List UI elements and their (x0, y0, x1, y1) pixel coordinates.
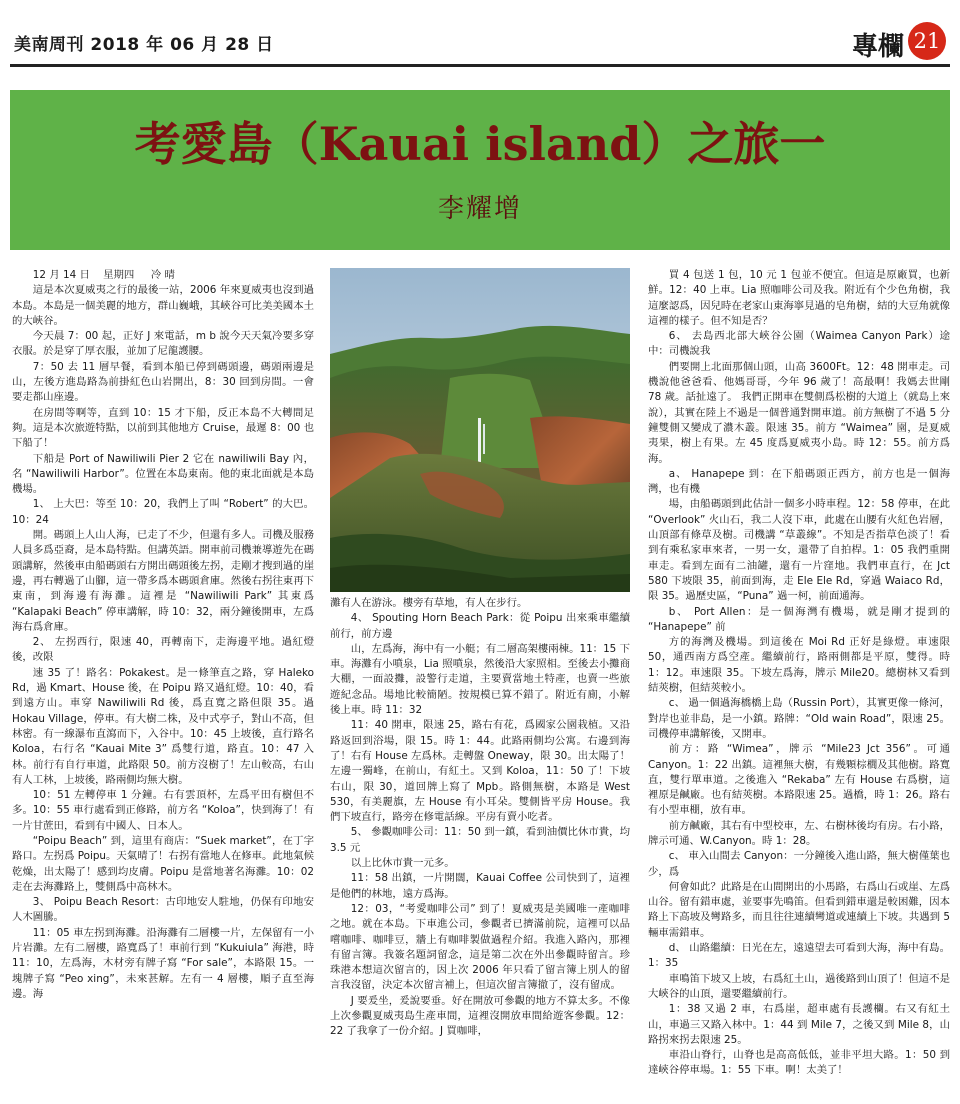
paragraph: 11：58 出鎮，一片開闊，Kauai Coffee 公司快到了，這裡是他們的林地，遠方爲海。 (330, 872, 630, 900)
paragraph: J 要爰坐，爰說要垂。好在開放可參觀的地方不算太多。不像上次參觀夏威夷島生產車間，這裡沒開放車間給遊客參觀。12：22 了我拿了一份介紹。J 買咖啡， (330, 994, 630, 1038)
paragraph: 6、 去島西北部大峽谷公園（Waimea Canyon Park）途中：司機說我 (648, 330, 950, 358)
article-author: 李耀增 (437, 194, 522, 224)
paragraph: 1、 上大巴：等至 10：20，我們上了叫 “Robert” 的大巴。10：24 (12, 498, 314, 526)
paragraph: 何會如此？此路是在山間開出的小馬路，右爲山石或崖、左爲山谷。留有錯車處，並要事先鳴笛。但看到錯車還是較困難，因本路上下高坡及彎路多，而且往往連續彎道或連續上下坡。共遇到 5 輛車需錯車。 (648, 880, 950, 939)
paragraph: 方的海灣及機場。到這後在 Moi Rd 正好是綠燈。車速限 50，通西南方爲空產。繼續前行，路兩側都是平原，雙得。時 1：12。車速限 35。下坡左爲海，牌示 Mile20。總樹林又看到結莢樹，但結莢較小。 (648, 636, 950, 695)
paragraph: 車鳴笛下坡又上坡，右爲紅土山，過後路到山頂了！但這不是大峽谷的山頂，還要繼續前行。 (648, 972, 950, 1000)
publication-date: 美南周刊 2018 年 06 月 28 日 (14, 35, 274, 55)
paragraph: 開。碼頭上人山人海，已走了不少，但還有多人。司機及服務人員多爲亞裔，是本島特點。但講英語。開車前司機兼導遊先在碼頭講解，然後車由船碼頭右方開出碼頭後左拐，走剛才搜到過的崖邊，再右轉過了山腳，這一帶多爲本碼頭倉庫。然後右拐往東再下東南，到海邊有海灘。這裡是 “Nawiliwili Park” 其東爲 “Kalapaki Beach” 停車講解，時 10：32，兩分鐘後開車，左爲海右爲倉庫。 (12, 529, 314, 633)
paragraph: 11：05 車左拐到海灘。沿海灘有二層樓一片，左保留有一小片岩灘。左有二層樓，路寬爲了！車前行到 “Kukuiula” 海港，時 11：10，左爲海，木材旁有牌子寫 “For sale”，本路限 15。一塊牌子寫 “Peo xing”，未來甚解。左有一 4 層樓，順子直至海邊。海 (12, 926, 314, 1000)
paragraph: 12：03，“考愛咖啡公司” 到了！夏威夷是美國唯一產咖啡之地。就在本島。下車進公司，參觀者已擠滿前院，這裡可以品嚐咖啡、咖啡豆，牆上有咖啡製做過程介紹。我進入路內，那裡有留言簿。我簽名題詞留念，這是第二次在外出參觀時留言。珍珠港本想這次留言的，因上次 2006 年只看了留言簿上別人的留言我沒留，決定本次留言補上，但這次留言簿撤了，沒有留成。 (330, 902, 630, 992)
paragraph: 場，由船碼頭到此估計一個多小時車程。12：58 停車，在此 “Overlook” 火山石，我二人沒下車，此處在山腰有火紅色岩層，山頂部有條草及樹。司機講 “草叢線”。不知是否指草色淡了！看到有乘私家車來者，一男一女，還帶了自拍桿。1：05 我們重開車走。看到左面有二油罐，還有一片窪地。我們車直行，在 Jct 580 下坡限 35，前面到海，走 Ele Ele Rd，穿過 Waiaco Rd，限 35。過歷史區，“Puna” 過一柯，前面通海。 (648, 498, 950, 603)
paragraph: 3、 Poipu Beach Resort：古印地安人駐地，仍保有印地安人木圖騰。 (12, 896, 314, 924)
paragraph: d、 山路繼續：日光在左，遠遠望去可看到大海，海中有島。1：35 (648, 942, 950, 970)
paragraph: 速 35 了！路名：Pokakest。是一條筆直之路，穿 Haleko Rd，過 Kmart、House 後，在 Poipu 路又過紅燈。10：40，看到遠方山。車穿 Nawiliwili Rd 後，爲直寬之路但限 35。過 Hokau Village，停車。有大樹二株，及中式亭子，對山不高，但林密。有一線瀑布直瀉而下，入谷中。10：45 上坡後，直行路名 Koloa，右行名 “Kauai Mite 3” 爲雙行道，路直。10：47 入林。前行有自行車道，此路限 50。前方沒樹了！左山較高，右山有人工林，上坡後，路兩側均無大樹。 (12, 666, 314, 786)
paragraph: 下船是 Port of Nawiliwili Pier 2 它在 nawiliwili Bay 內，名 “Nawiliwili Harbor”。位置在本島東南。他的東北面就是本島機場。 (12, 452, 314, 496)
paragraph: 以上比休市貴一元多。 (350, 857, 455, 870)
paragraph: 前方鹹廠，其右有中型校車，左、右樹林後均有房。右小路，牌示可通、W.Canyon。時 1：28。 (648, 819, 950, 847)
paragraph: 在房間等啊等，直到 10：15 才下船，反正本島不大轉間足夠。這是本次旅遊特點，以前到其他地方 Cruise，最遲 8：00 也下船了！ (12, 406, 314, 450)
paragraph: 5、 參觀咖啡公司：11：50 到一鎮，看到油價比休市貴，均 3.5 元 (330, 826, 630, 854)
section-label: 專欄 (851, 32, 904, 62)
paragraph: 前方：路 “Wimea”，牌示 “Mile23 Jct 356”。可通 Canyon。1：22 出鎮。這裡無大樹，有幾顆棕櫚及其他樹。路寬直，雙行單車道。之後進入 “Rekaba” 左有 House 右爲樹，這裡原是鹹廠。也有結莢樹。本路限速 25。過橋，時 1：26。路右有小型車棚，放有車。 (648, 743, 950, 817)
title-banner (10, 90, 950, 250)
paragraph: 山，左爲海，海中有一小艇；有二層高架樓兩棟。11：15 下車。海灘有小噴泉，Lia 照噴泉，然後沿大家照相。至後去小攤商大棚，一面設攤，設警行走道，主要賣當地土特產，也賣一些旅遊紀念品。場地比較簡陋。按規模已算不錯了。附近有廁，小解後上車。時 11：32 (330, 642, 630, 717)
paragraph: c、 過一個過海橋橋上島（Russin Port），其實更像一條河，對岸也並非島，是一小鎮。路牌：“Old wain Road”，限速 25。司機停車講解後，又開車。 (648, 697, 950, 740)
paragraph: 4、 Spouting Horn Beach Park：從 Poipu 出來乘車繼續前行，前方邊 (330, 612, 630, 640)
page-number-badge: 21 (908, 22, 946, 60)
paragraph: 車沿山脊行，山脊也是高高低低，並非平坦大路。1：50 到達峽谷停車場。1：55 下車。啊！太美了！ (648, 1049, 950, 1077)
header-rule (10, 64, 950, 67)
paragraph: b、 Port Allen：是一個海灣有機場，就是剛才提到的 “Hanapepe” 前 (648, 605, 950, 633)
paragraph: 這是本次夏威夷之行的最後一站，2006 年來夏威夷也沒到過本島。本島是一個美麗的地方，群山巍峨，其峽谷可比美美國本土的大峽谷。 (12, 284, 314, 327)
dateline: 12 月 14 日 星期四 冷 晴 (32, 269, 175, 281)
paragraph: 今天晨 7：00 起，正好 J 來電話，m b 說今天天氣冷要多穿衣服。於是穿了厚衣服，並加了尼龍護腰。 (12, 330, 314, 358)
paragraph: 11：40 開車，限速 25，路右有花，爲國家公園栽植。又沿路返回到浴場，限 15。時 1：44。此路兩側均公寓。右邊到海了！右有 House 左爲林。走轉盤 Oneway，限 30。出太陽了！左邊一獨峰，在前山，有紅土。又到 Koloa，11：50 了！下坡右山，限 30，道回牌上寫了 Mpb。路側無樹，本路是 West 530，有美麗旗，左 House 有小耳朵。雙側皆平房 House。我們下坡直行，路旁在修電話線。平房有賣小吃者。 (330, 719, 630, 824)
text-column-2 (330, 596, 630, 1096)
text-column-1 (12, 268, 314, 1096)
page-header (0, 0, 960, 66)
paragraph: 2、 左拐西行，限速 40，再轉南下，走海邊平地。過紅燈後，改限 (12, 636, 314, 664)
canyon-photo (330, 268, 630, 592)
waterfall (478, 418, 481, 462)
waimea-canyon-image (330, 268, 630, 592)
paragraph: 們要開上北面那個山頭，山高 3600Ft。12：48 開車走。司機說他爸爸看、他媽哥哥，今年 96 歲了！高最啊！我媽去世剛 78 歲。話扯遠了。 我們正開車在雙側爲松樹的大道上（就島上來說），其實在陸上不過是一個普通對開車道。前方無樹了不過 5 分鐘雙側又變成了濃木叢。限速 35。前方 “Waimea” 園，是夏威夷果，樹上有果。左 45 度爲夏威夷小島。時 12：55。前方爲海。 (648, 360, 950, 465)
paragraph: 7：50 去 11 層早餐，看到本船已停到碼頭邊，碼頭兩邊是山，左後方進島路為前掛紅色山岩開出，8：30 回到房間。一會要走都山座邊。 (12, 360, 314, 404)
paragraph: “Poipu Beach” 到，這里有商店：“Suek market”，在丁字路口。左拐爲 Poipu。天氣晴了！右拐有當地人在修車。此地氣候乾燥，出太陽了！感到均皮膚。Poipu 是當地著名海灘。10：02 走在去海灘路上，雙側爲中高林木。 (12, 834, 314, 893)
paragraph: 10：51 左轉停車 1 分鐘。右有雲頂杯，左爲平田有樹但不多。10：55 車行處看到正修路，前方名 “Koloa”，快到海了！有一片甘蔗田，看到有中國人、日本人。 (12, 789, 314, 832)
paragraph: 灘有人在游泳。樓旁有草地，有人在步行。 (330, 597, 528, 609)
paragraph: 買 4 包送 1 包，10 元 1 包並不便宜。但這是原廠買，也新鮮。12：40 上車。Lia 照咖啡公司及我。附近有个少色角樹，我這麼認爲，因兒時在老家山東海寧見過的皂角樹，結的大豆角就像這裡的樣子。但不知是否？ (648, 269, 950, 327)
article-title: 考愛島（Kauai island）之旅一 (134, 117, 826, 171)
paragraph: a、 Hanapepe 到：在下船碼頭正西方，前方也是一個海灣，也有機 (648, 467, 950, 496)
paragraph: c、 車入山間去 Canyon：一分鐘後入進山路，無大樹僅葉也少，爲 (648, 850, 950, 878)
paragraph: 1：38 又過 2 車，右爲崖，超車處有長護欄。右又有紅土山，車過三又路入林中。1：44 到 Mile 7，之後又到 Mile 8，山路拐來拐去限速 25。 (648, 1003, 950, 1046)
text-column-3 (648, 268, 950, 1096)
